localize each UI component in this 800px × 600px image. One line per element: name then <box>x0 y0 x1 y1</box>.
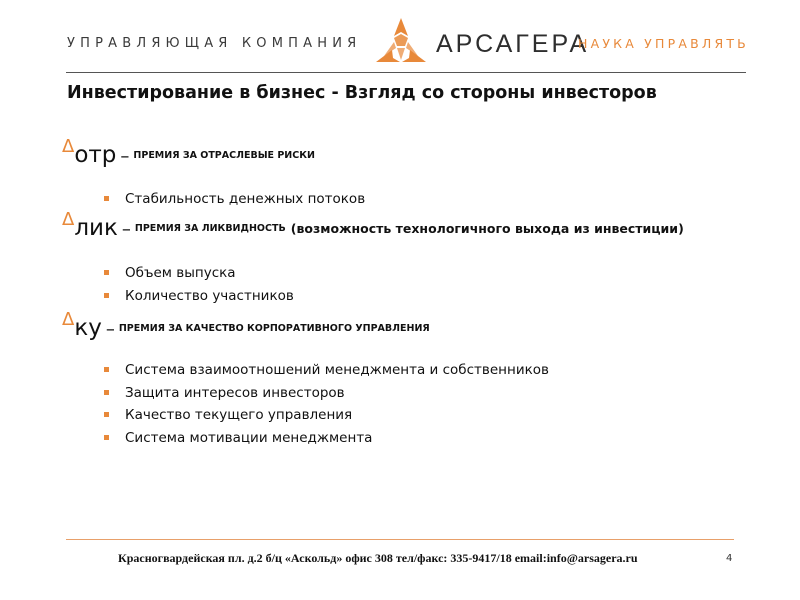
bullet-square-icon <box>104 367 109 372</box>
premium-section-industry <box>62 136 315 168</box>
bullet-text: Качество текущего управления <box>125 407 353 423</box>
premium-dash: – <box>121 219 131 240</box>
header-divider <box>66 72 746 73</box>
premium-subscript: лик <box>74 215 118 241</box>
premium-subscript: отр <box>74 142 117 168</box>
brand-tagline: НАУКА УПРАВЛЯТЬ <box>578 36 749 51</box>
list-item <box>104 191 365 207</box>
premium-section-liquidity <box>62 209 684 241</box>
bullet-text: Объем выпуска <box>125 265 236 281</box>
footer-divider <box>66 539 734 540</box>
premium-section-governance <box>62 309 430 341</box>
bullet-text: Система взаимоотношений менеджмента и собственников <box>125 362 549 378</box>
delta-symbol: Δ <box>62 309 75 330</box>
bullet-text: Защита интересов инвесторов <box>125 385 345 401</box>
bullet-square-icon <box>104 412 109 417</box>
arsagera-logo-icon <box>372 16 430 66</box>
company-label: УПРАВЛЯЮЩАЯ КОМПАНИЯ <box>67 36 362 51</box>
bullet-square-icon <box>104 390 109 395</box>
premium-subscript: ку <box>74 315 102 341</box>
slide-title: Инвестирование в бизнес - Взгляд со стороны инвесторов <box>67 83 657 103</box>
bullet-text: Система мотивации менеджмента <box>125 430 373 446</box>
premium-note: ПРЕМИЯ ЗА ЛИКВИДНОСТЬ <box>134 223 286 234</box>
footer-address: Красногвардейская пл. д.2 б/ц «Аскольд» офис 308 тел/факс: 335-9417/18 email:info@arsagera.ru <box>118 551 638 565</box>
bullet-text: Количество участников <box>125 288 294 304</box>
list-item <box>104 385 345 401</box>
list-item <box>104 362 549 378</box>
delta-symbol: Δ <box>62 209 75 230</box>
brand-name: АРСАГЕРА <box>436 30 590 58</box>
bullet-text: Стабильность денежных потоков <box>125 191 366 207</box>
page-number: 4 <box>726 553 733 564</box>
premium-note: ПРЕМИЯ ЗА КАЧЕСТВО КОРПОРАТИВНОГО УПРАВЛЕНИЯ <box>118 323 430 334</box>
premium-note: ПРЕМИЯ ЗА ОТРАСЛЕВЫЕ РИСКИ <box>133 150 315 161</box>
delta-symbol: Δ <box>62 136 75 157</box>
premium-note-extra: (возможность технологичного выхода из инвестиции) <box>290 221 684 236</box>
bullet-square-icon <box>104 196 109 201</box>
list-item <box>104 407 352 423</box>
premium-dash: – <box>105 319 115 340</box>
list-item <box>104 265 236 281</box>
bullet-square-icon <box>104 270 109 275</box>
list-item <box>104 288 294 304</box>
bullet-square-icon <box>104 435 109 440</box>
premium-dash: – <box>120 146 130 167</box>
bullet-square-icon <box>104 293 109 298</box>
list-item <box>104 430 372 446</box>
